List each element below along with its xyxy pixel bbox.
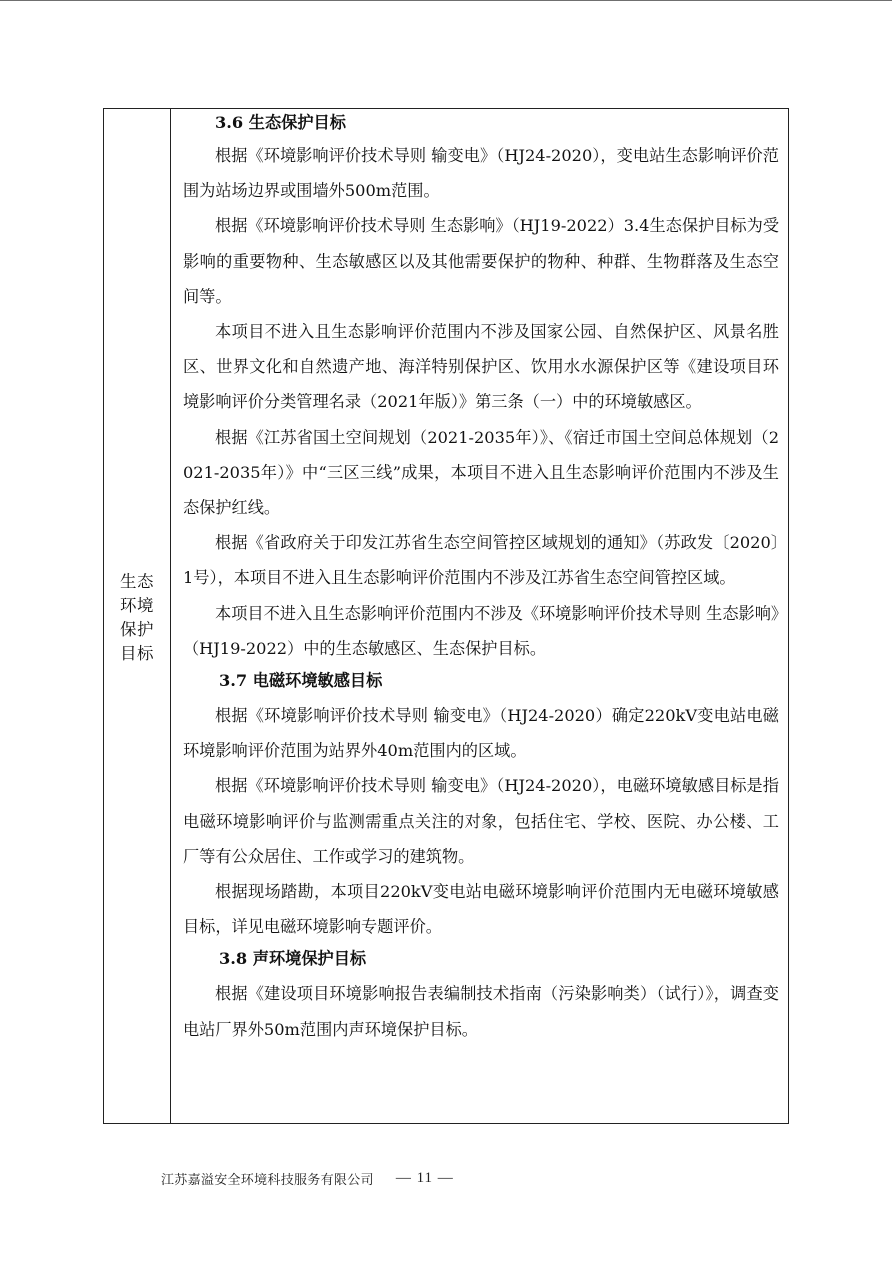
page-number: — 11 — [395, 1169, 454, 1186]
top-border-line [0, 0, 892, 1]
paragraph: 本项目不进入且生态影响评价范围内不涉及《环境影响评价技术导则 生态影响》（HJ19-2022）中的生态敏感区、生态保护目标。 [183, 603, 779, 658]
paragraph: 根据《江苏省国土空间规划（2021-2035年）》、《宿迁市国土空间总体规划（2021-2035年）》中“三区三线”成果，本项目不进入且生态影响评价范围内不涉及生态保护红线。 [183, 427, 779, 518]
paragraph: 根据《环境影响评价技术导则 输变电》（HJ24-2020），变电站生态影响评价范围为站场边界或围墙外500m范围。 [183, 146, 779, 201]
company-name: 江苏嘉溢安全环境科技服务有限公司 [161, 1172, 374, 1188]
paragraph: 本项目不进入且生态影响评价范围内不涉及国家公园、自然保护区、风景名胜区、世界文化和自然遗产地、海洋特别保护区、饮用水水源保护区等《建设项目环境影响评价分类管理名录（2021年版）》第三条（一）中的环境敏感区。 [183, 322, 779, 412]
page-footer [161, 1164, 454, 1192]
paragraph: 根据《省政府关于印发江苏省生态空间管控区域规划的通知》（苏政发〔2020〕1号），本项目不进入且生态影响评价范围内不涉及江苏省生态空间管控区域。 [183, 533, 779, 588]
content-table [103, 108, 789, 1124]
paragraph: 根据《环境影响评价技术导则 输变电》（HJ24-2020），电磁环境敏感目标是指电磁环境影响评价与监测需重点关注的对象，包括住宅、学校、医院、办公楼、工厂等有公众居住、工作或学习的建筑物。 [183, 776, 779, 866]
row-label: 生态环境保护目标 [120, 572, 154, 663]
section-heading-3-7: 3.7 电磁环境敏感目标 [219, 671, 383, 691]
paragraph: 根据《建设项目环境影响报告表编制技术指南（污染影响类）（试行）》，调查变电站厂界外50m范围内声环境保护目标。 [183, 984, 779, 1039]
row-content-cell [171, 109, 788, 1123]
paragraph: 根据现场踏勘，本项目220kV变电站电磁环境影响评价范围内无电磁环境敏感目标，详见电磁环境影响专题评价。 [183, 882, 779, 937]
paragraph: 根据《环境影响评价技术导则 生态影响》（HJ19-2022）3.4生态保护目标为受影响的重要物种、生态敏感区以及其他需要保护的物种、种群、生物群落及生态空间等。 [183, 216, 779, 306]
paragraph: 根据《环境影响评价技术导则 输变电》（HJ24-2020）确定220kV变电站电磁环境影响评价范围为站界外40m范围内的区域。 [183, 706, 779, 761]
row-label-cell [104, 109, 171, 1123]
section-heading-3-8: 3.8 声环境保护目标 [219, 949, 367, 969]
section-heading-3-6: 3.6 生态保护目标 [215, 113, 346, 132]
